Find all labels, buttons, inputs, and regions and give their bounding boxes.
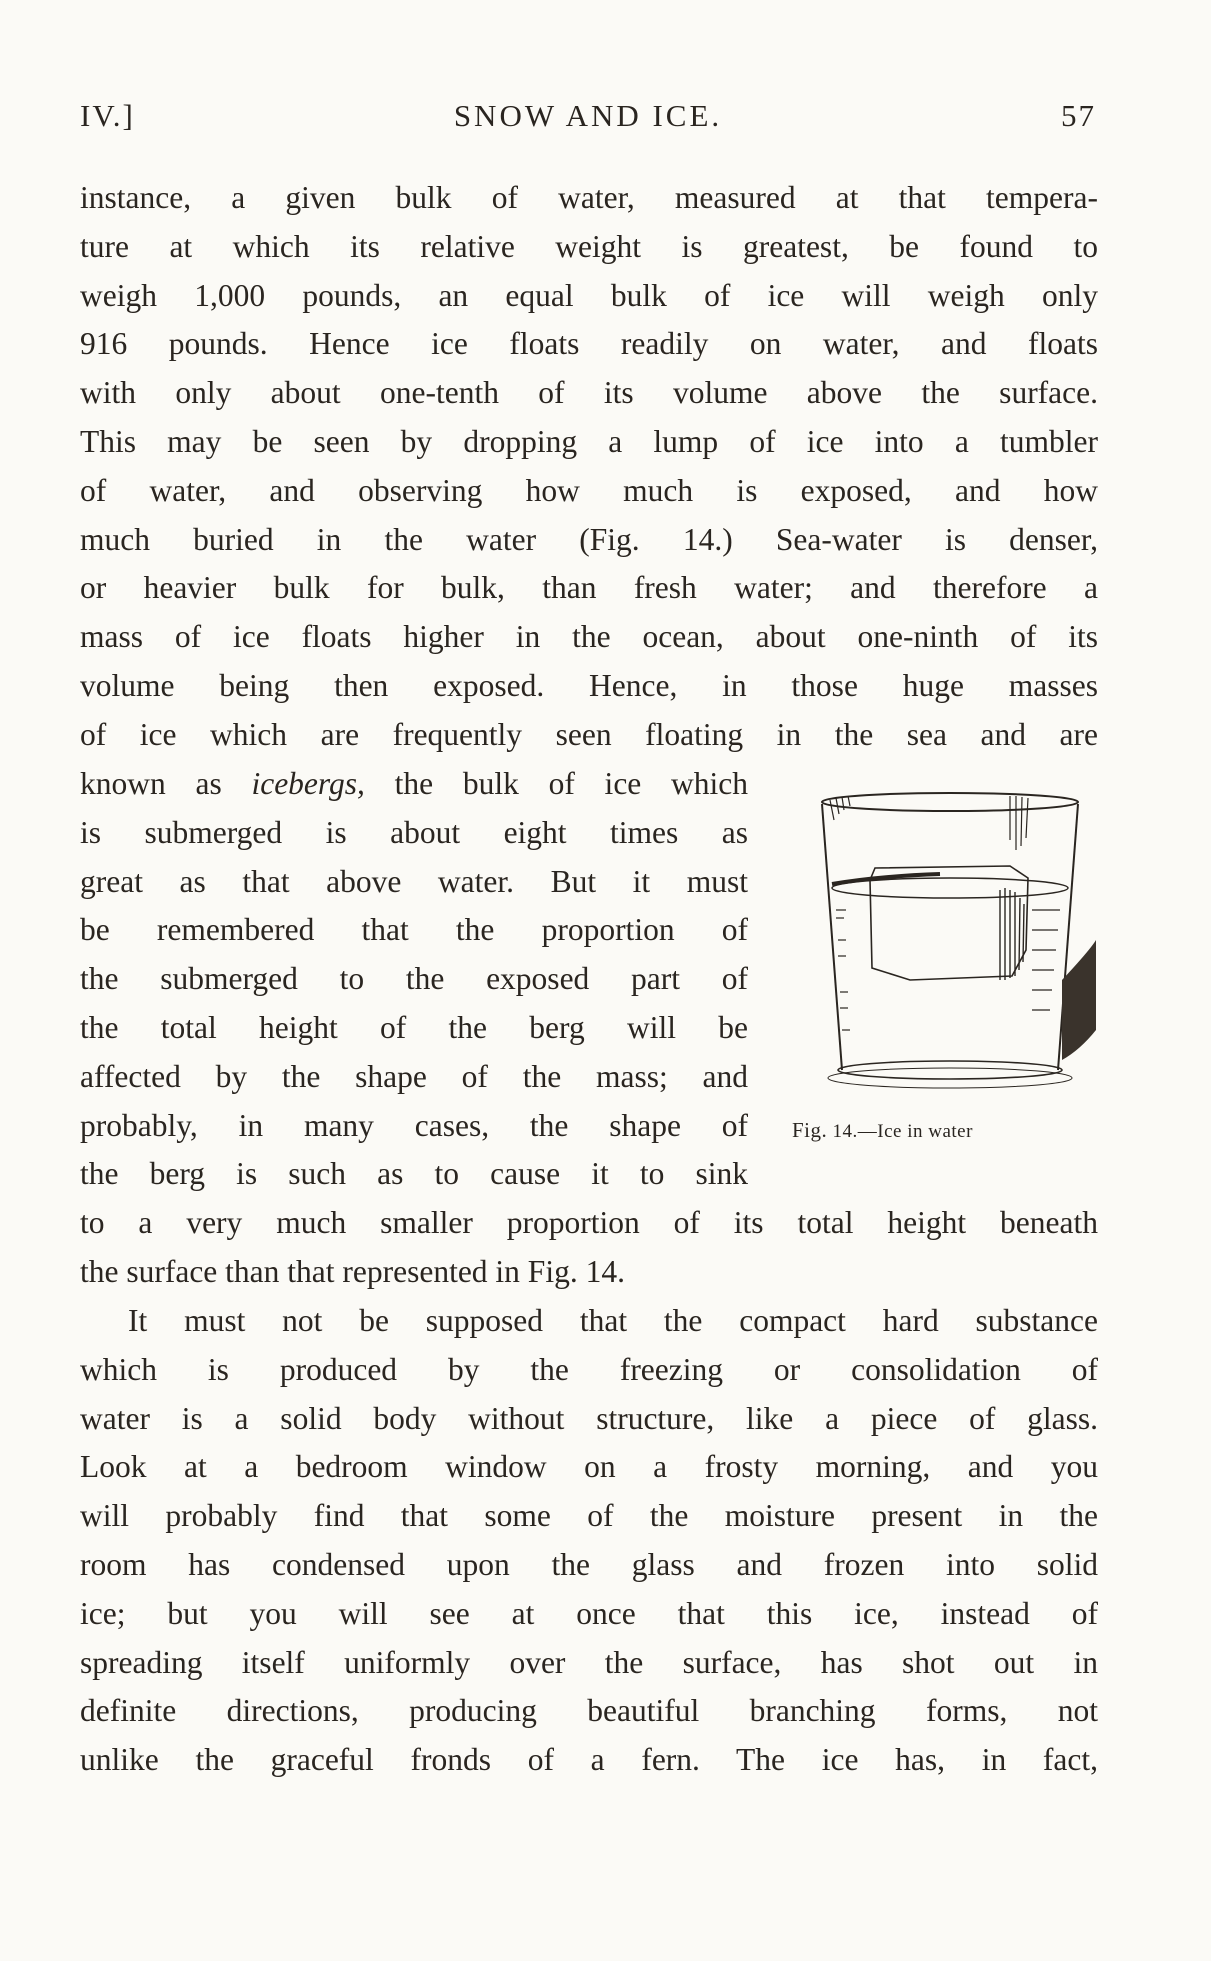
text-fragment: the bulk of ice which — [364, 766, 748, 801]
text-line: the berg is such as to cause it to sink — [80, 1156, 748, 1192]
text-line: 916 pounds. Hence ice floats readily on water, and floats — [80, 326, 1098, 362]
text-line: definite directions, producing beautiful branching forms, not — [80, 1693, 1098, 1729]
paragraph-1-wrapped — [80, 760, 748, 1199]
text-line: much buried in the water (Fig. 14.) Sea-water is denser, — [80, 521, 1098, 557]
text-line: be remembered that the proportion of — [80, 912, 748, 948]
text-line: spreading itself uniformly over the surface, has shot out in — [80, 1644, 1098, 1680]
glass-base-outer — [828, 1068, 1072, 1088]
caption-prefix: Fig. — [792, 1118, 828, 1142]
text-line: the surface than that represented in Fig. 14. — [80, 1253, 625, 1289]
tumbler-figure — [800, 780, 1100, 1120]
text-line: water is a solid body without structure, like a piece of glass. — [80, 1400, 1098, 1436]
text-line: affected by the shape of the mass; and — [80, 1058, 748, 1094]
text-line: great as that above water. But it must — [80, 863, 748, 899]
glass-rim — [822, 793, 1078, 811]
ice-shading — [1000, 888, 1024, 980]
text-line: volume being then exposed. Hence, in those huge masses — [80, 667, 1098, 703]
chapter-number: IV.] — [80, 98, 135, 133]
text-line: ice; but you will see at once that this ice, instead of — [80, 1595, 1098, 1631]
figure-caption — [792, 1118, 1112, 1143]
running-header — [80, 98, 1096, 138]
paragraph-1-bottom — [80, 1199, 1098, 1297]
text-line: unlike the graceful fronds of a fern. The ice has, in fact, — [80, 1742, 1098, 1778]
text-line — [80, 760, 748, 809]
text-line: is submerged is about eight times as — [80, 814, 748, 850]
text-line: instance, a given bulk of water, measured at that tempera- — [80, 180, 1098, 215]
text-line: of ice which are frequently seen floating in the sea and are — [80, 716, 1098, 752]
page-title: SNOW AND ICE. — [453, 98, 723, 133]
text-line: or heavier bulk for bulk, than fresh water; and therefore a — [80, 570, 1098, 606]
text-line: will probably find that some of the moisture present in the — [80, 1498, 1098, 1534]
glass-side-left — [822, 804, 842, 1070]
text-fragment: known as — [80, 766, 252, 801]
text-line: ture at which its relative weight is greatest, be found to — [80, 228, 1098, 264]
text-line: the total height of the berg will be — [80, 1009, 748, 1045]
text-line: of water, and observing how much is exposed, and how — [80, 472, 1098, 508]
text-line: This may be seen by dropping a lump of ice into a tumbler — [80, 423, 1098, 459]
italic-term: icebergs, — [251, 766, 365, 801]
caption-text: 14.—Ice in water — [827, 1121, 973, 1142]
text-line: with only about one-tenth of its volume above the surface. — [80, 375, 1098, 411]
page-number: 57 — [1061, 98, 1096, 133]
paragraph-2 — [80, 1297, 1098, 1785]
text-line: to a very much smaller proportion of its total height beneath — [80, 1205, 1098, 1240]
text-line: the submerged to the exposed part of — [80, 961, 748, 997]
text-line: Look at a bedroom window on a frosty morning, and you — [80, 1449, 1098, 1485]
text-line: It must not be supposed that the compact hard substance — [128, 1303, 1098, 1338]
rim-shading — [830, 796, 1028, 850]
text-line: which is produced by the freezing or consolidation of — [80, 1351, 1098, 1387]
ice-lump — [870, 866, 1028, 980]
water-line-shading — [832, 874, 940, 884]
glass-right-shading — [1032, 910, 1060, 1010]
text-line: room has condensed upon the glass and frozen into solid — [80, 1546, 1098, 1582]
text-line: probably, in many cases, the shape of — [80, 1107, 748, 1143]
text-line: weigh 1,000 pounds, an equal bulk of ice will weigh only — [80, 277, 1098, 313]
text-line: mass of ice floats higher in the ocean, about one-ninth of its — [80, 619, 1098, 655]
paragraph-1-top — [80, 174, 1098, 760]
